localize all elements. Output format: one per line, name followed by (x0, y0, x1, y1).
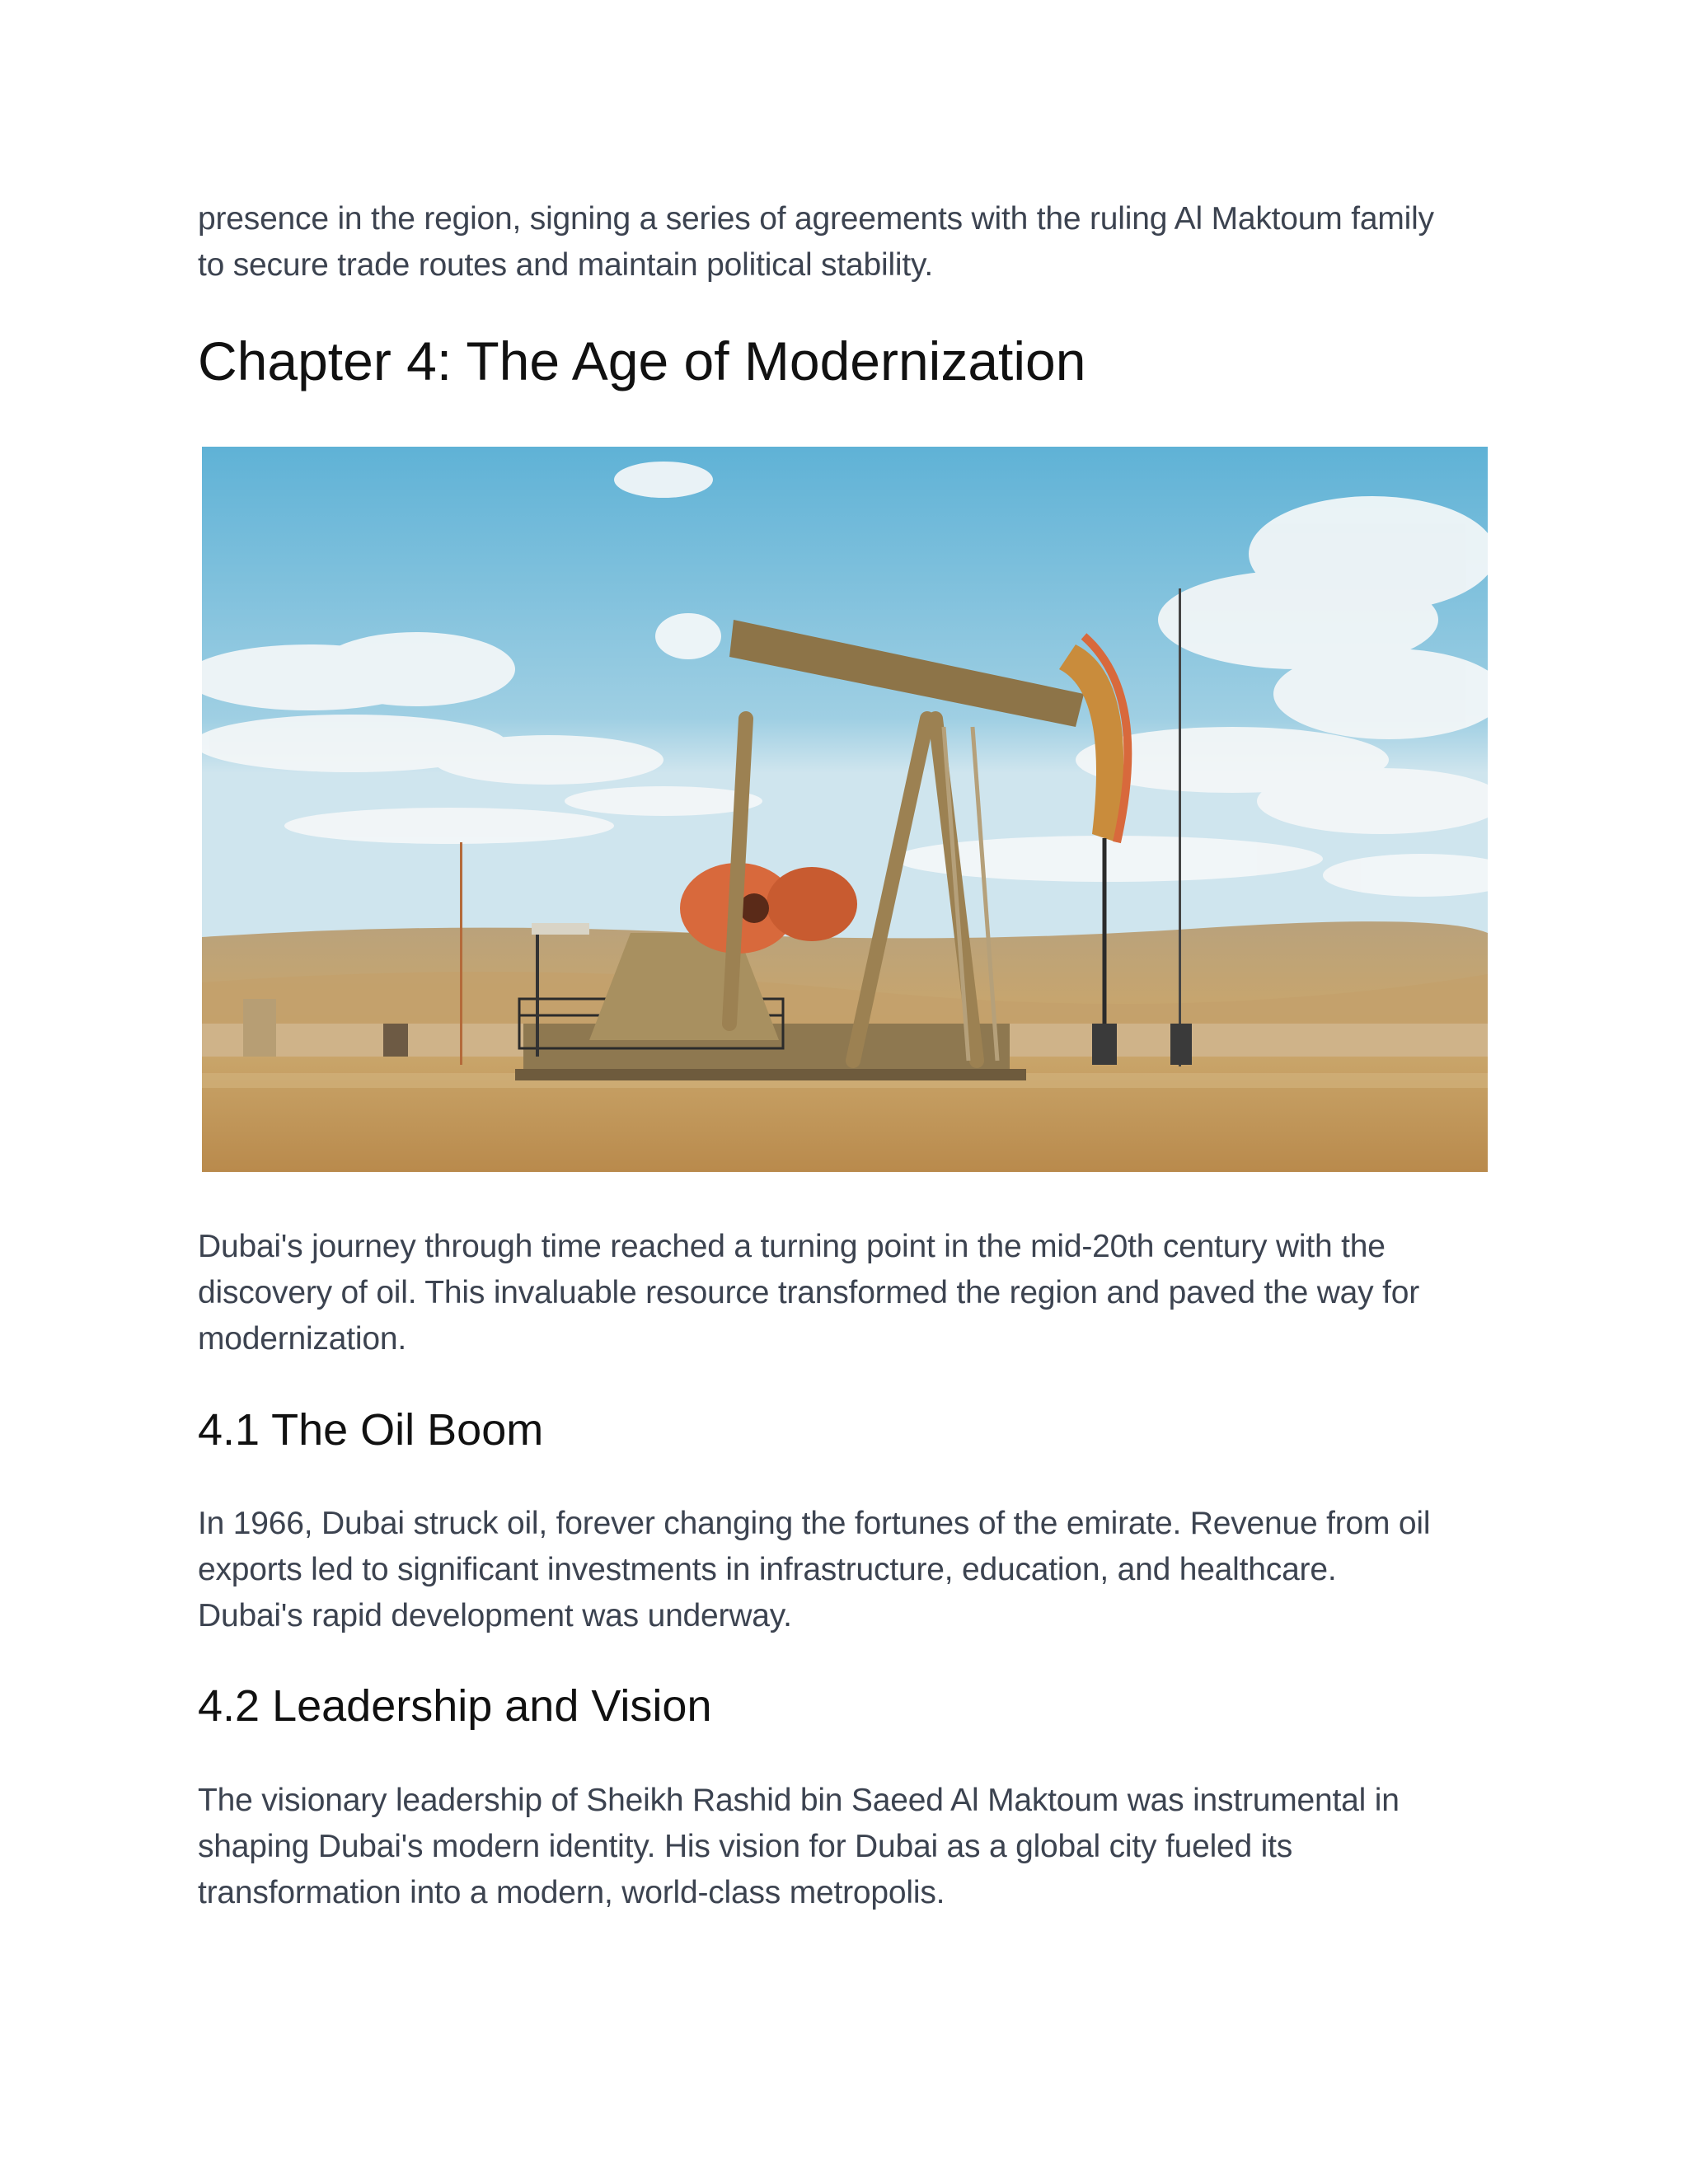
intro-paragraph (198, 196, 1492, 288)
text-line: shaping Dubai's modern identity. His vision for Dubai as a global city fueled its (198, 1829, 1293, 1864)
text-line: modernization. (198, 1321, 407, 1357)
text-line: In 1966, Dubai struck oil, forever changing the fortunes of the emirate. Revenue from oil (198, 1506, 1431, 1541)
text-line: Dubai's rapid development was underway. (198, 1598, 792, 1633)
leadership-paragraph (198, 1778, 1492, 1916)
oil-pumpjack-image (202, 447, 1488, 1172)
section-heading-oil-boom: 4.1 The Oil Boom (198, 1405, 544, 1455)
section-heading-leadership: 4.2 Leadership and Vision (198, 1681, 712, 1731)
text-line: The visionary leadership of Sheikh Rashid bin Saeed Al Maktoum was instrumental in (198, 1783, 1400, 1818)
text-line: presence in the region, signing a series of agreements with the ruling Al Maktoum family (198, 201, 1434, 237)
text-line: discovery of oil. This invaluable resource transformed the region and paved the way for (198, 1275, 1420, 1310)
pumpjack-illustration (202, 447, 1488, 1172)
text-line: transformation into a modern, world-class metropolis. (198, 1875, 945, 1910)
text-line: Dubai's journey through time reached a turning point in the mid-20th century with the (198, 1229, 1386, 1264)
chapter-title: Chapter 4: The Age of Modernization (198, 330, 1086, 391)
journey-paragraph (198, 1224, 1492, 1362)
text-line: exports led to significant investments in infrastructure, education, and healthcare. (198, 1552, 1337, 1587)
oil-boom-paragraph (198, 1501, 1492, 1639)
text-line: to secure trade routes and maintain political stability. (198, 247, 934, 283)
